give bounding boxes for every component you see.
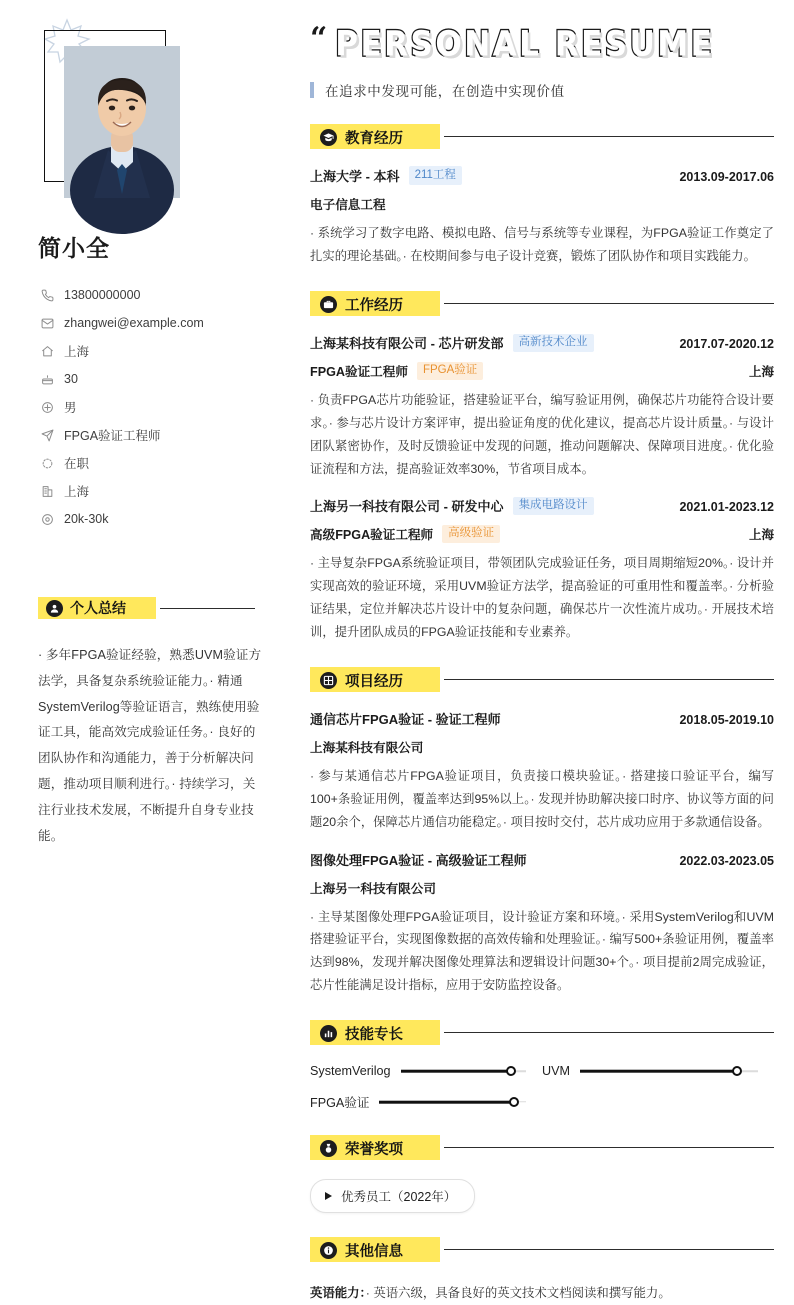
summary-section-header — [38, 595, 203, 621]
skills-section-header — [310, 1020, 774, 1046]
mail-icon — [40, 316, 54, 330]
gender-icon — [40, 400, 54, 414]
entry-date: 2013.09-2017.06 — [679, 170, 774, 184]
project-section-header — [310, 667, 774, 693]
entry-header-row — [310, 496, 774, 515]
entry-tag: 211工程 — [409, 166, 462, 185]
entry-title: 通信芯片FPGA验证 - 验证工程师 — [310, 712, 501, 728]
awards-list — [310, 1179, 774, 1213]
contact-item-phone — [40, 281, 264, 309]
entry-title-group — [310, 850, 527, 869]
other-info-value: · 英语六级，具备良好的英文技术文档阅读和撰写能力。 — [365, 1286, 671, 1301]
contact-item-email — [40, 309, 264, 337]
entry-header-row — [310, 333, 774, 352]
project-heading: 项目经历 — [345, 673, 403, 690]
person-name: 简小全 — [38, 235, 110, 261]
contact-value: zhangwei@example.com — [64, 316, 204, 330]
skill-slider[interactable] — [379, 1097, 526, 1107]
entry-title-group — [310, 709, 501, 728]
entry-company: 上海另一科技有限公司 — [310, 881, 436, 896]
contact-item-gender — [40, 393, 264, 421]
entry-role-tag: FPGA验证 — [417, 362, 483, 381]
skills-list — [310, 1064, 774, 1111]
entry-description: · 主导某图像处理FPGA验证项目，设计验证方案和环境。· 采用SystemVerilog和UVM搭建验证平台，实现图像数据的高效传输和处理验证。· 编写500+条验证用例，覆盖率达到98%，发现并解决图像处理算法和逻辑设计问题30+个。· 项目提前2周完成验证，芯片性能满足设计指标，应用于安防监控设备。 — [310, 909, 774, 992]
subtitle-row — [310, 80, 774, 100]
contact-item-salary — [40, 505, 264, 533]
work-entry — [310, 496, 774, 643]
awards-heading: 荣誉奖项 — [345, 1141, 403, 1158]
project-entry — [310, 709, 774, 833]
chart-icon — [320, 1025, 337, 1042]
contact-value: 13800000000 — [64, 288, 141, 302]
entry-date: 2021.01-2023.12 — [679, 500, 774, 515]
entry-role: FPGA验证工程师 — [310, 365, 408, 380]
entry-date: 2017.07-2020.12 — [679, 337, 774, 352]
skills-heading: 技能专长 — [345, 1026, 403, 1043]
work-heading: 工作经历 — [345, 297, 403, 314]
skill-slider[interactable] — [401, 1066, 527, 1076]
other-info-label: 英语能力： — [310, 1286, 366, 1301]
header-rule — [444, 136, 774, 137]
other-heading: 其他信息 — [345, 1243, 403, 1260]
skill-item — [542, 1064, 774, 1078]
sidebar — [0, 0, 300, 1265]
quote-icon: “ — [310, 21, 328, 56]
other-section-header — [310, 1237, 774, 1263]
skill-name: SystemVerilog — [310, 1064, 391, 1079]
building-icon — [40, 484, 54, 498]
entry-role-row — [310, 361, 774, 380]
entry-tag: 集成电路设计 — [513, 497, 594, 516]
project-entry — [310, 850, 774, 997]
contact-item-status — [40, 449, 264, 477]
header-rule — [444, 303, 774, 304]
header-rule — [444, 1032, 774, 1033]
slider-knob[interactable] — [732, 1066, 742, 1076]
entry-location: 上海 — [748, 527, 774, 542]
slider-fill — [401, 1070, 511, 1073]
contact-item-position — [40, 421, 264, 449]
entry-header-row — [310, 709, 774, 728]
salary-icon — [40, 512, 54, 526]
entry-major: 电子信息工程 — [310, 198, 386, 212]
status-icon — [40, 456, 54, 470]
cake-icon — [40, 372, 54, 386]
education-entry — [310, 166, 774, 267]
entry-tag: 高新技术企业 — [513, 334, 594, 353]
info-icon — [320, 1242, 337, 1259]
entry-location: 上海 — [748, 364, 774, 379]
award-chip[interactable] — [310, 1179, 475, 1213]
phone-icon — [40, 288, 54, 302]
education-heading: 教育经历 — [345, 130, 403, 147]
skill-name: UVM — [542, 1064, 570, 1079]
skill-name: FPGA验证 — [310, 1096, 370, 1111]
paper-plane-icon — [40, 428, 54, 442]
entry-title: 上海大学 - 本科 — [310, 169, 400, 184]
entry-title-group — [310, 496, 594, 515]
work-entry — [310, 333, 774, 480]
grid-icon — [320, 672, 337, 689]
award-label: 优秀员工（2022年） — [341, 1190, 457, 1205]
contact-value: 20k-30k — [64, 512, 109, 526]
entry-date: 2018.05-2019.10 — [679, 713, 774, 728]
avatar — [64, 46, 180, 198]
subtitle-accent-bar — [310, 82, 314, 98]
entry-title: 上海某科技有限公司 - 芯片研发部 — [310, 336, 504, 352]
entry-title: 上海另一科技有限公司 - 研发中心 — [310, 499, 504, 515]
play-triangle-icon — [325, 1192, 332, 1200]
title-row — [310, 22, 774, 66]
skill-item — [310, 1092, 542, 1111]
entry-description: · 负责FPGA芯片功能验证，搭建验证平台，编写验证用例，确保芯片功能符合设计要求。· 参与芯片设计方案评审，提出验证角度的优化建议，提高芯片设计质量。· 与设计团队紧密协作，及时反馈验证中发现的问题，推动问题解决、保障项目进度。· 优化验证流程和方法，提高验证效率30%，节省项目成本。 — [310, 393, 774, 476]
awards-section-header — [310, 1135, 774, 1161]
other-info-line — [310, 1282, 774, 1304]
skill-slider[interactable] — [580, 1066, 758, 1076]
summary-heading: 个人总结 — [70, 600, 126, 616]
main-content — [300, 0, 794, 1301]
entry-role-row — [310, 524, 774, 543]
entry-description: · 系统学习了数字电路、模拟电路、信号与系统等专业课程，为FPGA验证工作奠定了扎实的理论基础。· 在校期间参与电子设计竞赛，锻炼了团队协作和项目实践能力。 — [310, 226, 774, 263]
header-rule — [444, 1249, 774, 1250]
entry-role: 高级FPGA验证工程师 — [310, 528, 434, 543]
slider-fill — [580, 1070, 737, 1073]
entry-title-group — [310, 333, 594, 352]
contact-value: 30 — [64, 372, 78, 386]
contact-value: 在职 — [64, 457, 90, 471]
medal-icon — [320, 1140, 337, 1157]
education-section-header — [310, 124, 774, 150]
entry-title-group — [310, 166, 462, 185]
photo-block — [52, 40, 182, 200]
header-rule — [444, 1147, 774, 1148]
entry-date: 2022.03-2023.05 — [679, 853, 774, 868]
entry-role-tag: 高级验证 — [442, 525, 500, 544]
entry-company: 上海某科技有限公司 — [310, 741, 424, 756]
briefcase-icon — [320, 296, 337, 313]
page-title: PERSONAL RESUME — [335, 24, 715, 65]
slider-knob[interactable] — [509, 1097, 519, 1107]
entry-description: · 参与某通信芯片FPGA验证项目，负责接口模块验证。· 搭建接口验证平台，编写100+条验证用例，覆盖率达到95%以上。· 发现并协助解决接口时序、协议等方面的问题20余个，保障芯片通信功能稳定。· 项目按时交付，芯片成功应用于多款通信设备。 — [310, 769, 774, 829]
contact-value: 上海 — [64, 345, 90, 359]
header-rule — [160, 608, 255, 609]
entry-description: · 主导复杂FPGA系统验证项目，带领团队完成验证任务，项目周期缩短20%。· 设计并实现高效的验证环境，采用UVM验证方法学，提高验证的可重用性和覆盖率。· 分析验证结果，定位并解决芯片设计中的复杂问题，确保芯片一次性流片成功。· 开展技术培训，提升团队成员的FPGA验证技能和专业素养。 — [310, 556, 774, 639]
contact-value: 男 — [64, 401, 77, 415]
entry-header-row — [310, 166, 774, 185]
entry-title: 图像处理FPGA验证 - 高级验证工程师 — [310, 852, 527, 868]
contact-list — [36, 281, 264, 533]
contact-value: 上海 — [64, 485, 90, 499]
contact-item-city — [40, 477, 264, 505]
graduation-cap-icon — [320, 129, 337, 146]
header-rule — [444, 679, 774, 680]
home-icon — [40, 344, 54, 358]
skill-item — [310, 1064, 542, 1078]
entry-header-row — [310, 850, 774, 869]
contact-item-age — [40, 365, 264, 393]
slider-fill — [379, 1101, 514, 1104]
entry-role-group — [310, 361, 483, 380]
person-icon — [46, 600, 63, 617]
entry-role-group — [310, 524, 500, 543]
subtitle: 在追求中发现可能，在创造中实现价值 — [325, 84, 565, 99]
summary-text: · 多年FPGA验证经验，熟悉UVM验证方法学，具备复杂系统验证能力。· 精通SystemVerilog等验证语言，熟练使用验证工具，能高效完成验证任务。· 良好的团队协作和沟通能力，善于分析解决问题，推动项目顺利进行。· 持续学习，关注行业技术发展，不断提升自身专业技能。 — [38, 648, 262, 843]
contact-item-home — [40, 337, 264, 365]
slider-knob[interactable] — [506, 1066, 516, 1076]
contact-value: FPGA验证工程师 — [64, 429, 161, 443]
work-section-header — [310, 291, 774, 317]
